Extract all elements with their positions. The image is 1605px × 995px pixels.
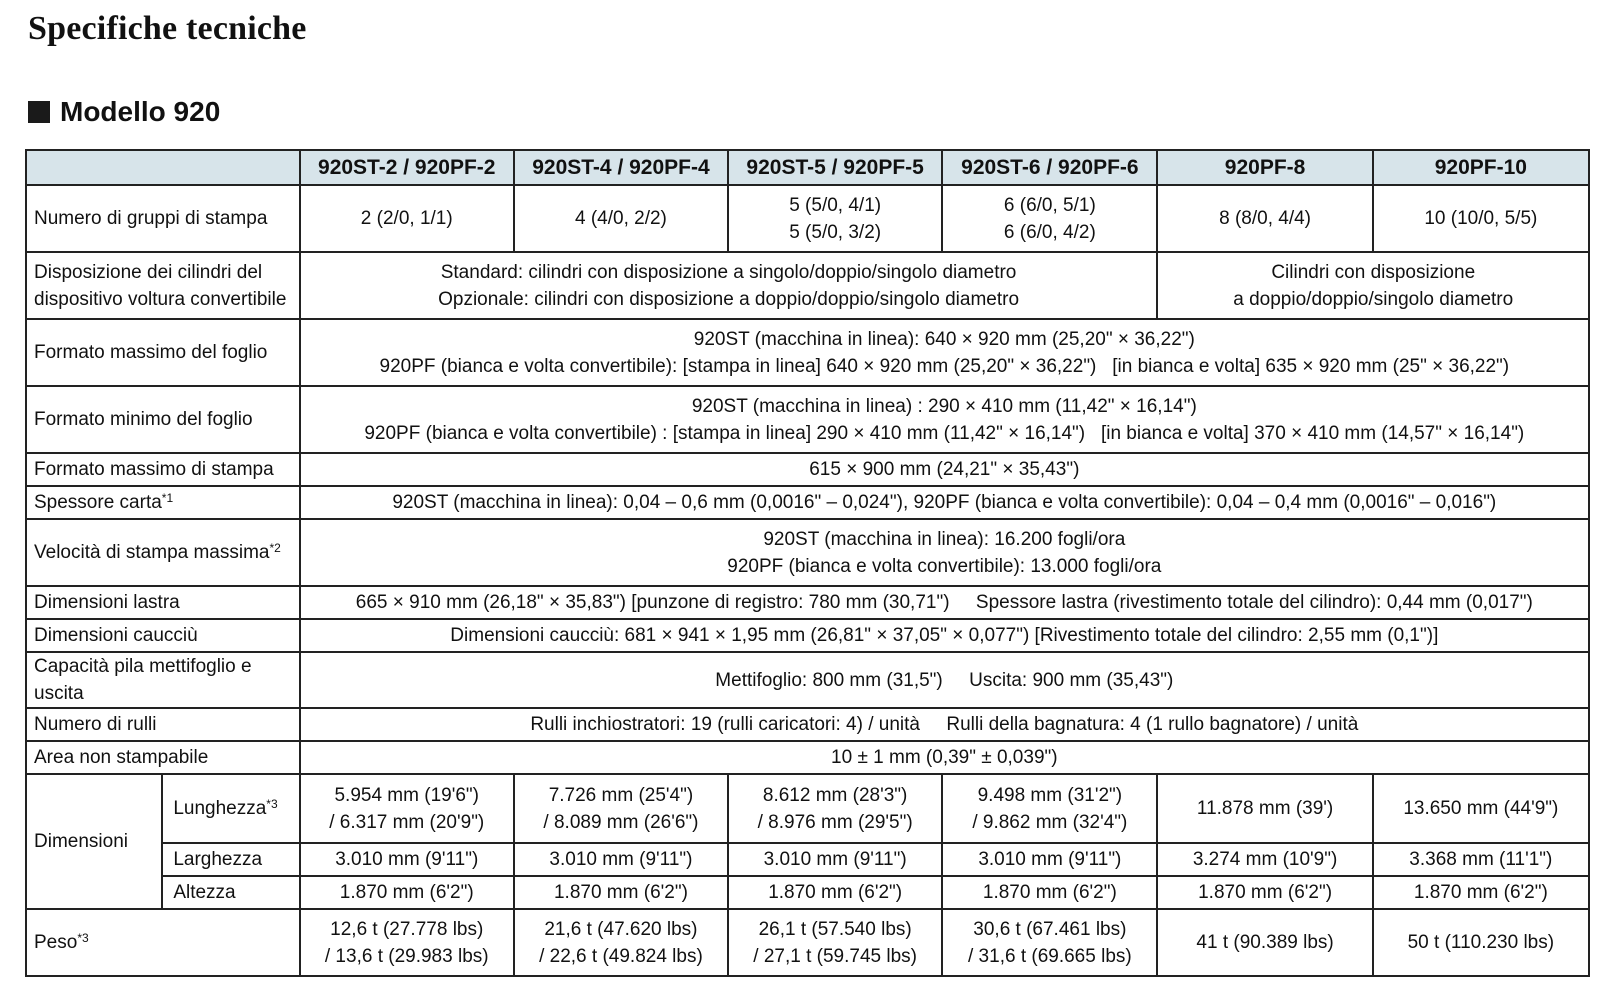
table-cell: 21,6 t (47.620 lbs) / 22,6 t (49.824 lbs) xyxy=(514,909,728,976)
table-cell: 3.010 mm (9'11") xyxy=(514,843,728,876)
footnote-marker: *1 xyxy=(161,491,174,505)
table-row xyxy=(26,708,1589,741)
table-cell: 10 (10/0, 5/5) xyxy=(1373,185,1589,252)
table-row xyxy=(26,185,1589,252)
table-cell: 1.870 mm (6'2") xyxy=(942,876,1157,909)
table-cell: 920ST (macchina in linea): 640 × 920 mm (25,20" × 36,22") 920PF (bianca e volta convertibile): [stampa in linea] 640 × 920 mm (25,20" × 36,22") [in bianca e volta] 635 × 920 mm (25" × 36,22") xyxy=(300,319,1589,386)
row-label: Formato massimo di stampa xyxy=(26,453,300,486)
table-cell: 41 t (90.389 lbs) xyxy=(1157,909,1372,976)
table-cell: 1.870 mm (6'2") xyxy=(1373,876,1589,909)
sub-label: Larghezza xyxy=(162,843,299,876)
table-cell: 10 ± 1 mm (0,39" ± 0,039") xyxy=(300,741,1589,774)
table-row xyxy=(26,252,1589,319)
table-cell: 7.726 mm (25'4") / 8.089 mm (26'6") xyxy=(514,774,728,843)
table-row xyxy=(26,319,1589,386)
table-cell: 920ST (macchina in linea): 0,04 – 0,6 mm (0,0016" – 0,024"), 920PF (bianca e volta convertibile): 0,04 – 0,4 mm (0,0016" – 0,016") xyxy=(300,486,1589,519)
row-label: Velocità di stampa massima$^{*2}$ xyxy=(26,519,300,586)
row-label: Area non stampabile xyxy=(26,741,300,774)
column-header: 920ST-5 / 920PF-5 xyxy=(728,150,942,185)
table-cell: 11.878 mm (39') xyxy=(1157,774,1372,843)
row-label: Peso$^{*3}$ xyxy=(26,909,300,976)
table-cell: 920ST (macchina in linea): 16.200 fogli/ora 920PF (bianca e volta convertibile): 13.000 fogli/ora xyxy=(300,519,1589,586)
table-cell: 2 (2/0, 1/1) xyxy=(300,185,514,252)
footnote-marker: *3 xyxy=(266,797,278,811)
column-header: 920ST-2 / 920PF-2 xyxy=(300,150,514,185)
row-label: Formato massimo del foglio xyxy=(26,319,300,386)
table-row xyxy=(26,876,1589,909)
row-label: Capacità pila mettifoglio e uscita xyxy=(26,652,300,708)
table-row xyxy=(26,741,1589,774)
table-cell: 50 t (110.230 lbs) xyxy=(1373,909,1589,976)
footnote-marker: *3 xyxy=(77,931,89,945)
footnote-marker: *2 xyxy=(269,541,281,555)
table-row xyxy=(26,453,1589,486)
table-row xyxy=(26,619,1589,652)
sub-label: Lunghezza$^{*3}$ xyxy=(162,774,299,843)
row-label: Spessore carta$^{*1}$ xyxy=(26,486,300,519)
page-title: Specifiche tecniche xyxy=(28,10,307,47)
table-row xyxy=(26,519,1589,586)
table-cell: 615 × 900 mm (24,21" × 35,43") xyxy=(300,453,1589,486)
table-cell: Cilindri con disposizione a doppio/doppio/singolo diametro xyxy=(1157,252,1589,319)
table-cell: 1.870 mm (6'2") xyxy=(1157,876,1372,909)
column-header: 920ST-4 / 920PF-4 xyxy=(514,150,728,185)
table-cell: 5.954 mm (19'6") / 6.317 mm (20'9") xyxy=(300,774,514,843)
table-cell: 8 (8/0, 4/4) xyxy=(1157,185,1372,252)
table-cell: 3.010 mm (9'11") xyxy=(728,843,942,876)
table-cell: 9.498 mm (31'2") / 9.862 mm (32'4") xyxy=(942,774,1157,843)
header-corner xyxy=(26,150,300,185)
table-cell: 5 (5/0, 4/1) 5 (5/0, 3/2) xyxy=(728,185,942,252)
table-row xyxy=(26,774,1589,843)
row-label: Dimensioni caucciù xyxy=(26,619,300,652)
table-cell: Dimensioni caucciù: 681 × 941 × 1,95 mm (26,81" × 37,05" × 0,077") [Rivestimento totale del cilindro: 2,55 mm (0,1")] xyxy=(300,619,1589,652)
black-square-icon xyxy=(28,101,50,123)
row-label: Dimensioni lastra xyxy=(26,586,300,619)
table-row xyxy=(26,909,1589,976)
table-cell: 4 (4/0, 2/2) xyxy=(514,185,728,252)
spec-table xyxy=(25,149,1590,977)
table-row xyxy=(26,652,1589,708)
row-label: Numero di gruppi di stampa xyxy=(26,185,300,252)
row-label: Formato minimo del foglio xyxy=(26,386,300,453)
header-row xyxy=(26,150,1589,185)
table-cell: 6 (6/0, 5/1) 6 (6/0, 4/2) xyxy=(942,185,1157,252)
row-label-dimensioni: Dimensioni xyxy=(26,774,162,909)
table-cell: 665 × 910 mm (26,18" × 35,83") [punzone di registro: 780 mm (30,71") Spessore lastra (rivestimento totale del cilindro): 0,44 mm (0,017") xyxy=(300,586,1589,619)
table-cell: 3.368 mm (11'1") xyxy=(1373,843,1589,876)
table-cell: Rulli inchiostratori: 19 (rulli caricatori: 4) / unità Rulli della bagnatura: 4 (1 rullo bagnatore) / unità xyxy=(300,708,1589,741)
table-row xyxy=(26,586,1589,619)
table-cell: 26,1 t (57.540 lbs) / 27,1 t (59.745 lbs) xyxy=(728,909,942,976)
table-row xyxy=(26,486,1589,519)
table-row xyxy=(26,843,1589,876)
section-title: Modello 920 xyxy=(60,96,221,127)
table-cell: 1.870 mm (6'2") xyxy=(728,876,942,909)
table-cell: 8.612 mm (28'3") / 8.976 mm (29'5") xyxy=(728,774,942,843)
table-cell: 3.010 mm (9'11") xyxy=(300,843,514,876)
table-cell: Standard: cilindri con disposizione a singolo/doppio/singolo diametro Opzionale: cilindri con disposizione a doppio/doppio/singolo diametro xyxy=(300,252,1158,319)
column-header: 920ST-6 / 920PF-6 xyxy=(942,150,1157,185)
table-cell: 13.650 mm (44'9") xyxy=(1373,774,1589,843)
sub-label: Altezza xyxy=(162,876,299,909)
row-label: Disposizione dei cilindri del dispositivo voltura convertibile xyxy=(26,252,300,319)
table-cell: 12,6 t (27.778 lbs) / 13,6 t (29.983 lbs) xyxy=(300,909,514,976)
table-cell: 1.870 mm (6'2") xyxy=(514,876,728,909)
row-label: Numero di rulli xyxy=(26,708,300,741)
table-cell: Mettifoglio: 800 mm (31,5") Uscita: 900 mm (35,43") xyxy=(300,652,1589,708)
table-cell: 30,6 t (67.461 lbs) / 31,6 t (69.665 lbs) xyxy=(942,909,1157,976)
column-header: 920PF-10 xyxy=(1373,150,1589,185)
table-row xyxy=(26,386,1589,453)
table-cell: 3.010 mm (9'11") xyxy=(942,843,1157,876)
section-heading xyxy=(28,96,220,128)
table-cell: 1.870 mm (6'2") xyxy=(300,876,514,909)
table-cell: 3.274 mm (10'9") xyxy=(1157,843,1372,876)
column-header: 920PF-8 xyxy=(1157,150,1372,185)
table-cell: 920ST (macchina in linea) : 290 × 410 mm (11,42" × 16,14") 920PF (bianca e volta convertibile) : [stampa in linea] 290 × 410 mm (11,42" × 16,14") [in bianca e volta] 370 × 410 mm (14,57" × 16,14") xyxy=(300,386,1589,453)
